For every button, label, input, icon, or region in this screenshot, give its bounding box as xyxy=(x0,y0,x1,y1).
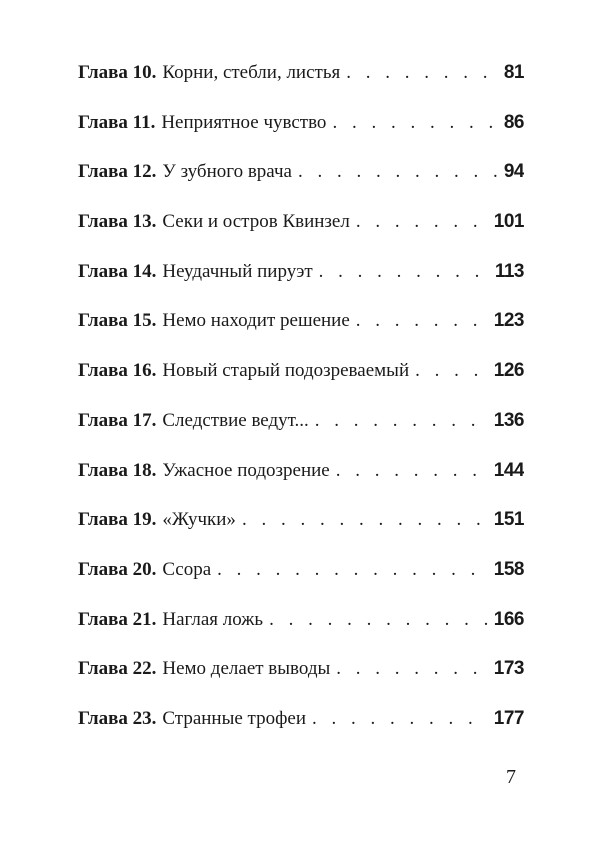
chapter-title: Следствие ведут... xyxy=(162,409,309,431)
dot-leader xyxy=(346,62,498,84)
dot-leader xyxy=(298,161,498,183)
page-number: 81 xyxy=(503,62,524,83)
chapter-title: Новый старый подозреваемый xyxy=(162,360,410,382)
table-of-contents xyxy=(78,62,524,758)
chapter-label: Глава 10. xyxy=(78,62,157,83)
toc-entry-22 xyxy=(78,658,524,708)
chapter-title: Ужасное подозрение xyxy=(162,459,330,481)
chapter-label: Глава 12. xyxy=(78,161,157,183)
page-number: 173 xyxy=(493,658,524,680)
chapter-title: «Жучки» xyxy=(162,509,236,531)
page-number: 166 xyxy=(493,608,524,630)
page-number: 158 xyxy=(493,558,524,580)
dot-leader xyxy=(336,460,488,482)
dot-leader xyxy=(315,410,488,432)
chapter-label: Глава 22. xyxy=(78,658,157,680)
chapter-label: Глава 14. xyxy=(78,260,157,282)
chapter-label: Глава 13. xyxy=(78,211,157,233)
page-number: 113 xyxy=(494,260,524,282)
page-number: 94 xyxy=(503,161,524,183)
chapter-label: Глава 21. xyxy=(78,608,157,630)
dot-leader xyxy=(356,211,488,233)
toc-entry-17 xyxy=(78,410,524,460)
page-number: 136 xyxy=(493,409,524,431)
toc-entry-20 xyxy=(78,559,524,609)
dot-leader xyxy=(242,509,488,531)
page-number: 123 xyxy=(493,310,524,332)
page-folio: 7 xyxy=(506,766,516,788)
chapter-title: Неприятное чувство xyxy=(161,111,327,133)
toc-entry-19 xyxy=(78,509,524,559)
chapter-title: Немо находит решение xyxy=(162,310,350,332)
toc-entry-18 xyxy=(78,460,524,510)
page-number: 177 xyxy=(493,707,524,729)
dot-leader xyxy=(269,609,488,631)
toc-entry-23 xyxy=(78,708,524,758)
dot-leader xyxy=(312,708,488,730)
chapter-label: Глава 23. xyxy=(78,707,157,729)
page-number: 151 xyxy=(493,509,524,531)
chapter-title: У зубного врача xyxy=(162,161,292,183)
chapter-title: Наглая ложь xyxy=(162,608,264,630)
toc-entry-15 xyxy=(78,310,524,360)
chapter-title: Секи и остров Квинзел xyxy=(162,211,350,233)
chapter-label: Глава 19. xyxy=(78,509,157,531)
dot-leader xyxy=(319,261,489,283)
chapter-title: Странные трофеи xyxy=(162,707,306,729)
toc-entry-10 xyxy=(78,62,524,112)
chapter-title: Корни, стебли, листья xyxy=(162,62,341,83)
chapter-title: Немо делает выводы xyxy=(162,658,331,680)
dot-leader xyxy=(217,559,488,581)
chapter-label: Глава 11. xyxy=(78,111,156,133)
page-number: 144 xyxy=(493,459,524,481)
chapter-label: Глава 16. xyxy=(78,360,157,382)
dot-leader xyxy=(415,360,488,382)
dot-leader xyxy=(332,112,497,134)
chapter-title: Неудачный пируэт xyxy=(162,260,313,282)
chapter-label: Глава 17. xyxy=(78,409,157,431)
dot-leader xyxy=(356,310,488,332)
chapter-label: Глава 18. xyxy=(78,459,157,481)
toc-entry-16 xyxy=(78,360,524,410)
page-number: 126 xyxy=(493,360,524,382)
toc-entry-12 xyxy=(78,161,524,211)
toc-entry-14 xyxy=(78,261,524,311)
chapter-label: Глава 20. xyxy=(78,558,157,580)
page-number: 86 xyxy=(503,111,524,133)
toc-entry-13 xyxy=(78,211,524,261)
chapter-title: Ссора xyxy=(162,558,212,580)
page-number: 101 xyxy=(493,211,524,233)
chapter-label: Глава 15. xyxy=(78,310,157,332)
toc-entry-11 xyxy=(78,112,524,162)
dot-leader xyxy=(336,658,488,680)
toc-entry-21 xyxy=(78,609,524,659)
